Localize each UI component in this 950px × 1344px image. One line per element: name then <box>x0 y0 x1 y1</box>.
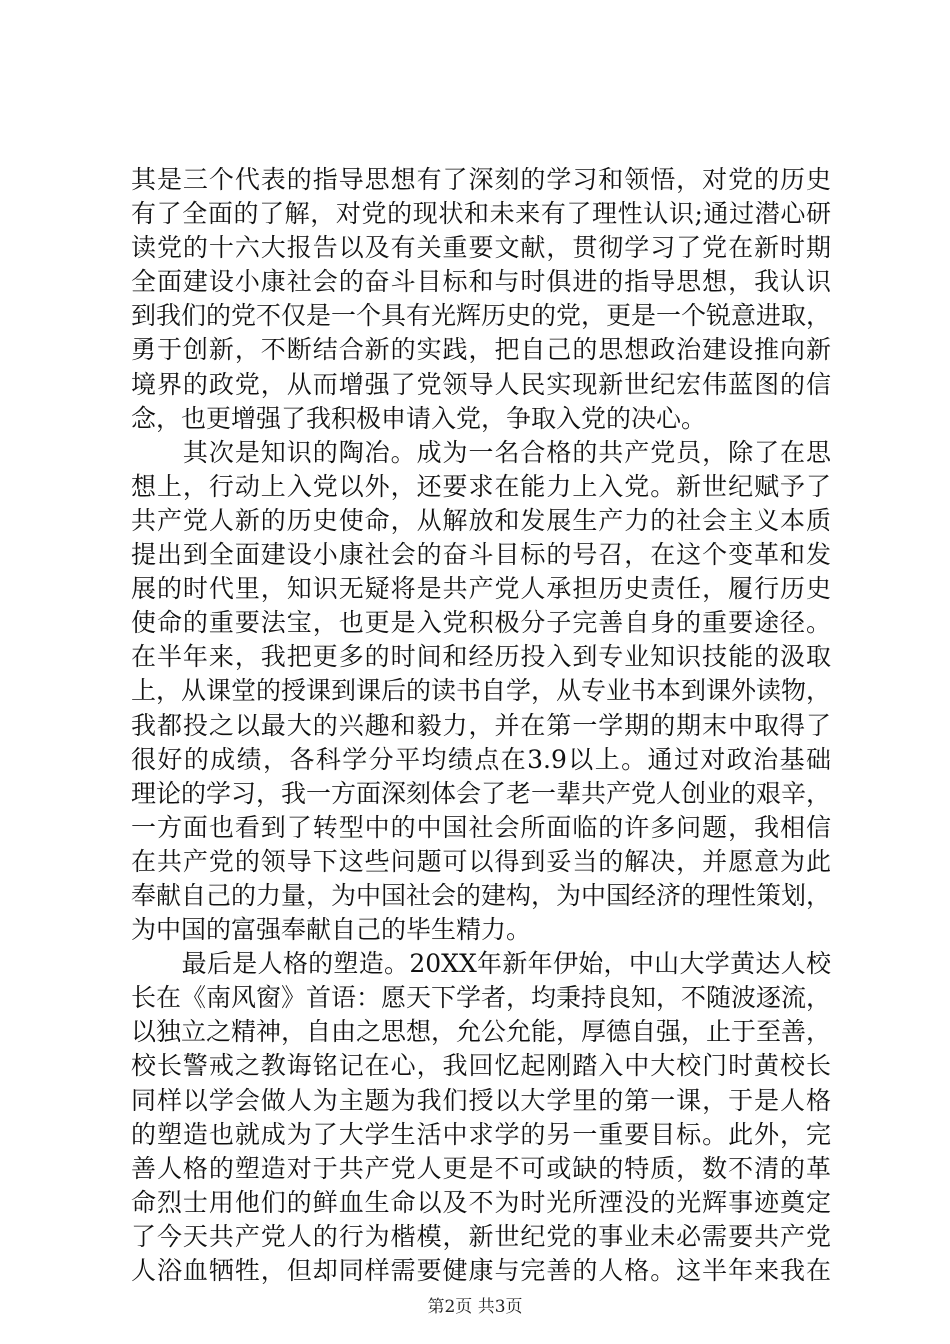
page-footer <box>0 1296 950 1318</box>
text-line: 长在《南风窗》首语：愿天下学者，均秉持良知，不随波逐流， <box>131 983 831 1013</box>
text-line: 善人格的塑造对于共产党人更是不可或缺的特质，数不清的革 <box>131 1153 831 1183</box>
text-line: 人浴血牺牲，但却同样需要健康与完善的人格。这半年来我在 <box>131 1256 831 1285</box>
text-line: 全面建设小康社会的奋斗目标和与时俱进的指导思想，我认识 <box>131 267 831 297</box>
text-line: 到我们的党不仅是一个具有光辉历史的党，更是一个锐意进取， <box>131 301 831 331</box>
text-line: 念，也更增强了我积极申请入党，争取入党的决心。 <box>131 403 707 433</box>
paragraph-start-line: 其次是知识的陶冶。成为一名合格的共产党员，除了在思 <box>131 437 831 467</box>
text-line: 同样以学会做人为主题为我们授以大学里的第一课，于是人格 <box>131 1085 831 1115</box>
text-line: 勇于创新，不断结合新的实践，把自己的思想政治建设推向新 <box>131 335 831 365</box>
text-line: 命烈士用他们的鲜血生命以及不为时光所湮没的光辉事迹奠定 <box>131 1187 831 1217</box>
text-line: 境界的政党，从而增强了党领导人民实现新世纪宏伟蓝图的信 <box>131 369 831 399</box>
text-line: 其是三个代表的指导思想有了深刻的学习和领悟，对党的历史 <box>131 165 831 194</box>
text-line: 想上，行动上入党以外，还要求在能力上入党。新世纪赋予了 <box>131 471 831 501</box>
text-line: 共产党人新的历史使命，从解放和发展生产力的社会主义本质 <box>131 505 831 535</box>
text-line: 理论的学习，我一方面深刻体会了老一辈共产党人创业的艰辛， <box>131 778 831 808</box>
text-line: 读党的十六大报告以及有关重要文献，贯彻学习了党在新时期 <box>131 233 831 263</box>
text-line: 以独立之精神，自由之思想，允公允能，厚德自强，止于至善， <box>131 1017 831 1047</box>
text-line: 在共产党的领导下这些问题可以得到妥当的解决，并愿意为此 <box>131 846 831 876</box>
text-line: 提出到全面建设小康社会的奋斗目标的号召，在这个变革和发 <box>131 540 831 570</box>
text-line: 上，从课堂的授课到课后的读书自学，从专业书本到课外读物， <box>131 676 831 706</box>
text-line: 校长警戒之教诲铭记在心，我回忆起刚踏入中大校门时黄校长 <box>131 1051 831 1081</box>
text-line: 奉献自己的力量，为中国社会的建构，为中国经济的理性策划， <box>131 880 831 910</box>
text-line: 使命的重要法宝，也更是入党积极分子完善自身的重要途径。 <box>131 608 831 638</box>
text-line: 展的时代里，知识无疑将是共产党人承担历史责任，履行历史 <box>131 574 831 604</box>
text-line: 有了全面的了解，对党的现状和未来有了理性认识;通过潜心研 <box>131 199 831 229</box>
text-line: 在半年来，我把更多的时间和经历投入到专业知识技能的汲取 <box>131 642 831 672</box>
text-line: 我都投之以最大的兴趣和毅力，并在第一学期的期末中取得了 <box>131 710 831 740</box>
text-line: 了今天共产党人的行为楷模，新世纪党的事业未必需要共产党 <box>131 1221 831 1251</box>
text-line: 为中国的富强奉献自己的毕生精力。 <box>131 915 532 945</box>
text-line: 的塑造也就成为了大学生活中求学的另一重要目标。此外，完 <box>131 1119 831 1149</box>
text-line: 很好的成绩，各科学分平均绩点在3.9以上。通过对政治基础 <box>131 744 831 774</box>
document-body <box>131 163 831 1288</box>
page-number: 第2页 共3页 <box>427 1297 523 1317</box>
paragraph-start-line: 最后是人格的塑造。20XX年新年伊始，中山大学黄达人校 <box>131 949 831 979</box>
text-line: 一方面也看到了转型中的中国社会所面临的许多问题，我相信 <box>131 812 831 842</box>
